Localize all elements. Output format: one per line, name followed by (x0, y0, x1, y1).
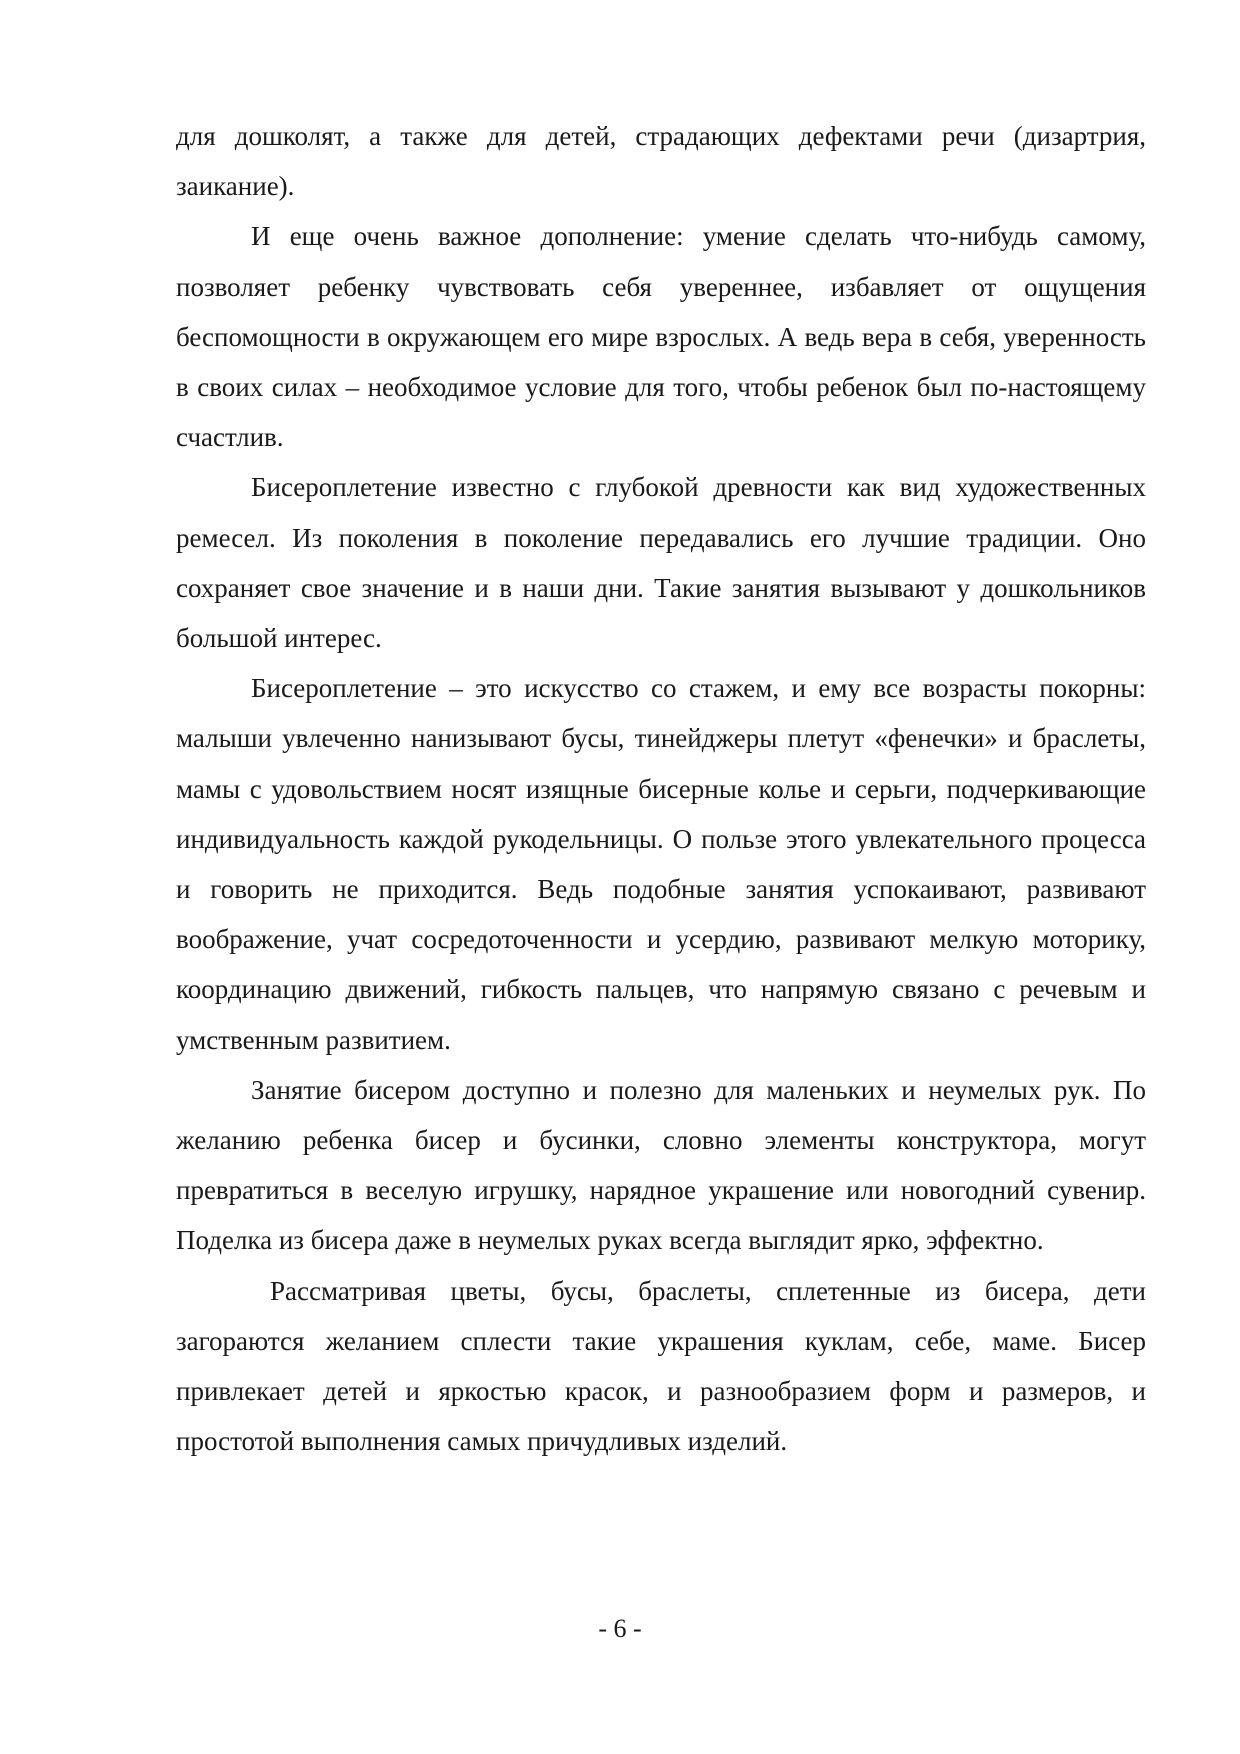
paragraph-accessibility: Занятие бисером доступно и полезно для маленьких и неумелых рук. По желанию ребенка бисер и бусинки, словно элементы конструктора, могут превратиться в веселую игрушку, нарядное украшение или новогодний сувенир. Поделка из бисера даже в неумелых руках всегда выглядит ярко, эффектно. (176, 1074, 1146, 1256)
paragraph-attraction: Рассматривая цветы, бусы, браслеты, сплетенные из бисера, дети загораются желанием сплести такие украшения куклам, себе, маме. Бисер привлекает детей и яркостью красок, и разнообразием форм и размеров, и простотой выполнения самых причудливых изделий. (176, 1275, 1146, 1457)
body-text (176, 111, 1146, 1466)
paragraph-history: Бисероплетение известно с глубокой древности как вид художественных ремесел. Из поколения в поколение передавались его лучшие традиции. Оно сохраняет свое значение и в наши дни. Такие занятия вызывают у дошкольников большой интерес. (176, 472, 1146, 654)
paragraph-continuation: для дошколят, а также для детей, страдающих дефектами речи (дизартрия, заикание). (176, 121, 1146, 202)
page-number: - 6 - (598, 1614, 642, 1643)
paragraph-self-confidence: И еще очень важное дополнение: умение сделать что-нибудь самому, позволяет ребенку чувствовать себя увереннее, избавляет от ощущения беспомощности в окружающем его мире взрослых. А ведь вера в себя, уверенность в своих силах – необходимое условие для того, чтобы ребенок был по-настоящему счастлив. (176, 221, 1146, 453)
paragraph-benefits: Бисероплетение – это искусство со стажем, и ему все возрасты покорны: малыши увлеченно нанизывают бусы, тинейджеры плетут «фенечки» и браслеты, мамы с удовольствием носят изящные бисерные колье и серьги, подчеркивающие индивидуальность каждой рукодельницы. О пользе этого увлекательного процесса и говорить не приходится. Ведь подобные занятия успокаивают, развивают воображение, учат сосредоточенности и усердию, развивают мелкую моторику, координацию движений, гибкость пальцев, что напрямую связано с речевым и умственным развитием. (176, 673, 1146, 1055)
